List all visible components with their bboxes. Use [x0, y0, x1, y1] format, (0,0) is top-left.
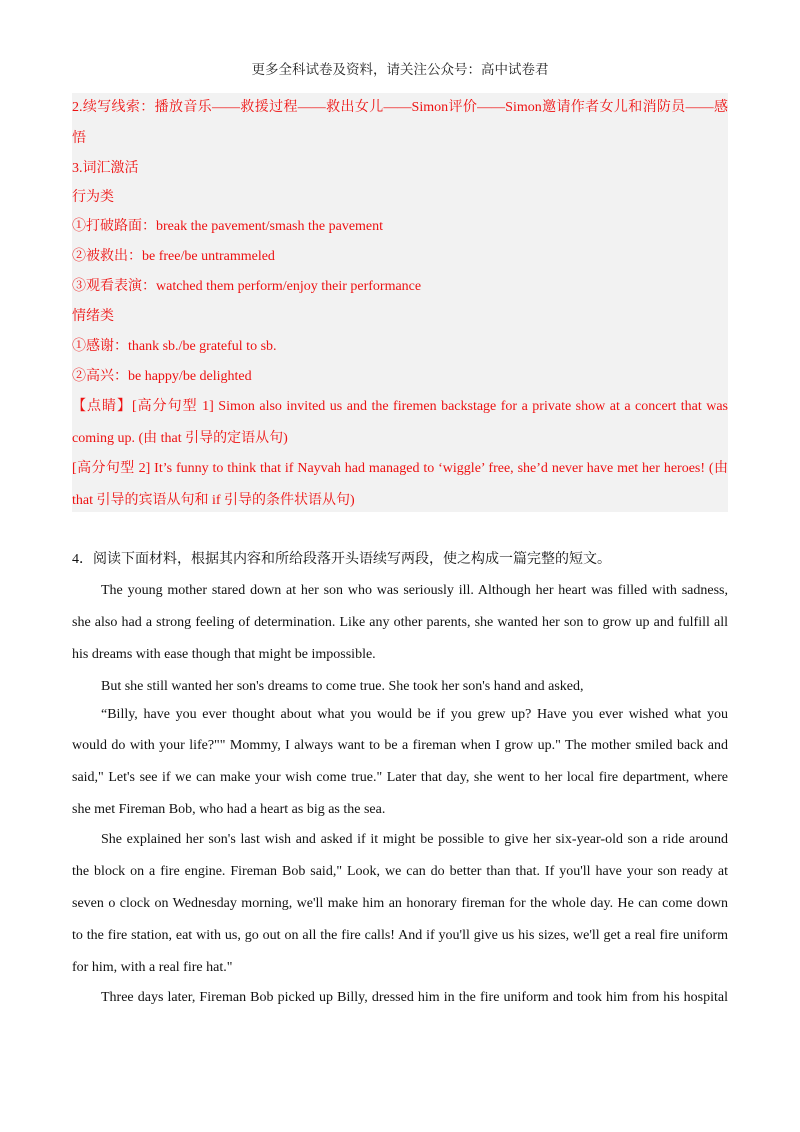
passage-line: his dreams with ease though that might be impossible. [72, 647, 376, 662]
passage-line: she met Fireman Bob, who had a heart as big as the sea. [72, 802, 386, 817]
passage-line: But she still wanted her son's dreams to come true. She took her son's hand and asked, [101, 679, 584, 694]
passage-line: for him, with a real fire hat." [72, 960, 233, 975]
vocab-title: 3.词汇激活 [72, 161, 139, 176]
emotion-category: 情绪类 [72, 309, 114, 324]
emotion-item-2: ②高兴：be happy/be delighted [72, 369, 252, 384]
outline-line-1: 2.续写线索：播放音乐——救援过程——救出女儿——Simon评价——Simon邀请作者女儿和消防员——感 [72, 100, 728, 115]
outline-line-2: 悟 [72, 131, 86, 146]
answer-analysis-box [72, 93, 728, 512]
passage-line: seven o clock on Wednesday morning, we'll make him an honorary fireman for the whole day. He can come down [72, 896, 728, 911]
passage-line: would do with your life?"" Mommy, I always want to be a fireman when I grow up." The mother smiled back and [72, 738, 728, 753]
highlight-line-1: 【点睛】[高分句型 1] Simon also invited us and the firemen backstage for a private show at a concert that was [72, 399, 728, 414]
passage-line: she also had a strong feeling of determination. Like any other parents, she wanted her son to grow up and fulfill all [72, 615, 728, 630]
passage-line: “Billy, have you ever thought about what you would be if you grew up? Have you ever wished what you [101, 707, 728, 722]
action-category: 行为类 [72, 190, 114, 205]
passage-line: The young mother stared down at her son who was seriously ill. Although her heart was filled with sadness, [101, 583, 728, 598]
passage-line: Three days later, Fireman Bob picked up Billy, dressed him in the fire uniform and took him from his hospital [101, 990, 728, 1005]
passage-line: said," Let's see if we can make your wish come true." Later that day, she went to her local fire department, where [72, 770, 728, 785]
passage-line: She explained her son's last wish and asked if it might be possible to give her six-year-old son a ride around [101, 832, 728, 847]
action-item-3: ③观看表演：watched them perform/enjoy their performance [72, 279, 422, 294]
emotion-item-1: ①感谢：thank sb./be grateful to sb. [72, 339, 277, 354]
action-item-1: ①打破路面：break the pavement/smash the pavement [72, 219, 384, 234]
passage-line: to the fire station, eat with us, go out on all the fire calls! And if you'll give us his sizes, we'll get a real fire uniform [72, 928, 728, 943]
passage-line: the block on a fire engine. Fireman Bob said," Look, we can do better than that. If you'll have your son ready at [72, 864, 728, 879]
action-item-2: ②被救出：be free/be untrammeled [72, 249, 275, 264]
page-header-notice: 更多全科试卷及资料，请关注公众号：高中试卷君 [251, 62, 549, 78]
highlight-line-2: coming up. (由 that 引导的定语从句) [72, 431, 288, 446]
highlight-line-3: [高分句型 2] It’s funny to think that if Nayvah had managed to ‘wiggle’ free, she’d never have met her heroes! (由 [72, 461, 728, 476]
highlight-line-4: that 引导的宾语从句和 if 引导的条件状语从句) [72, 493, 355, 508]
question-title: 4．阅读下面材料，根据其内容和所给段落开头语续写两段，使之构成一篇完整的短文。 [72, 552, 611, 567]
